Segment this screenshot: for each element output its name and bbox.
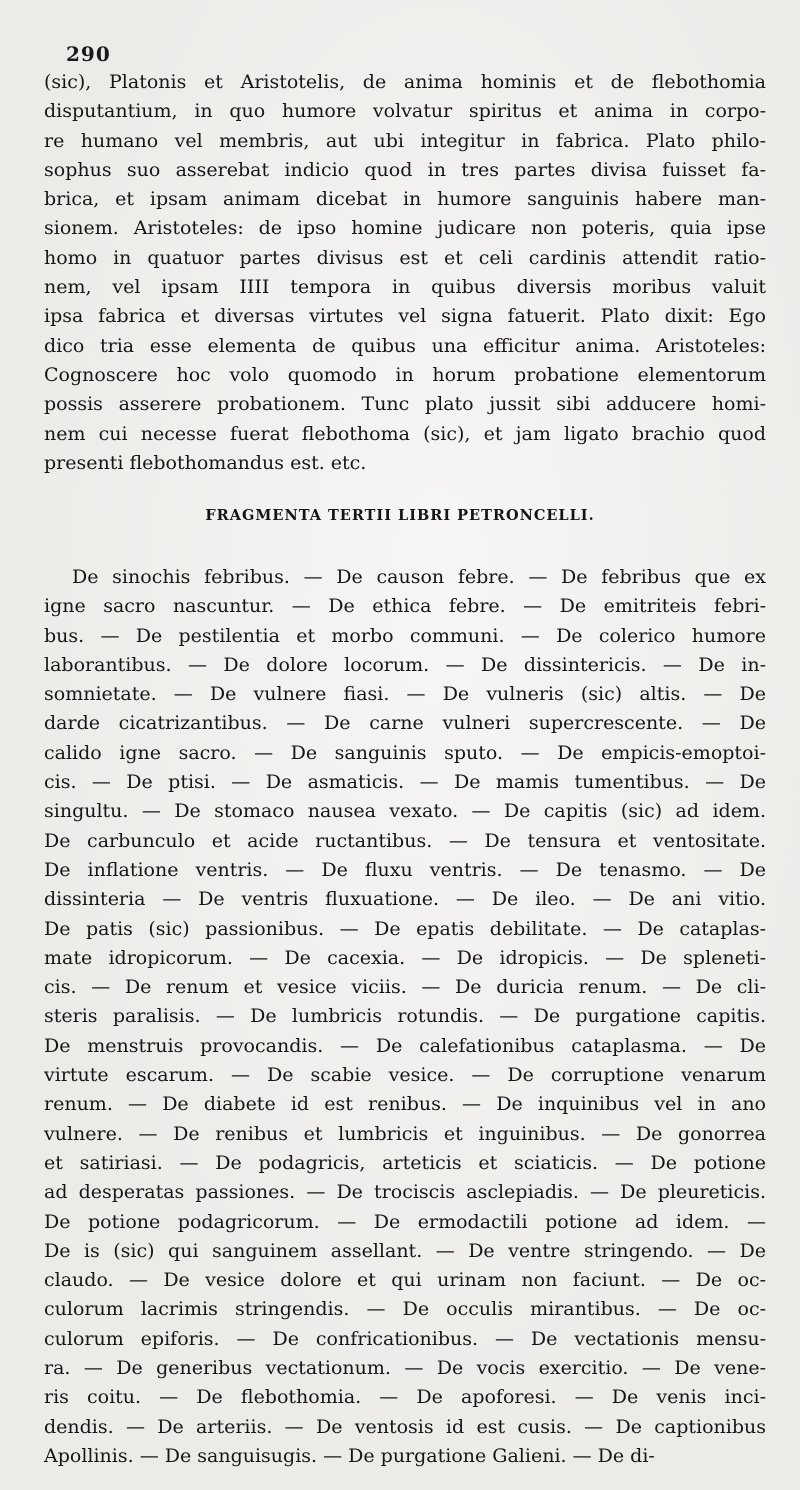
text-line: brica, et ipsam animam dicebat in humore sanguinis habere man- xyxy=(44,188,766,211)
text-line: De inflatione ventris. — De fluxu ventris. — De tenasmo. — De xyxy=(44,858,766,881)
text-line: De potione podagricorum. — De ermodactili potione ad idem. — xyxy=(44,1210,766,1233)
text-line: Cognoscere hoc volo quomodo in horum probatione elementorum xyxy=(44,363,766,386)
page-number: 290 xyxy=(66,42,111,66)
text-line: ipsa fabrica et diversas virtutes vel signa fatuerit. Plato dixit: Ego xyxy=(44,305,766,328)
text-line: De carbunculo et acide ructantibus. — De tensura et ventositate. xyxy=(44,829,766,852)
text-line: culorum epiforis. — De confricationibus. — De vectationis mensu- xyxy=(44,1327,766,1350)
text-line: virtute escarum. — De scabie vesice. — De corruptione venarum xyxy=(44,1064,766,1087)
text-line: presenti flebothomandus est. etc. xyxy=(44,451,367,474)
intro-paragraph xyxy=(44,68,766,478)
text-line: laborantibus. — De dolore locorum. — De dissintericis. — De in- xyxy=(44,653,766,676)
text-line: dissinteria — De ventris fluxuatione. — De ileo. — De ani vitio. xyxy=(44,888,766,911)
text-line: cis. — De renum et vesice viciis. — De duricia renum. — De cli- xyxy=(44,976,766,999)
text-line: darde cicatrizantibus. — De carne vulneri supercrescente. — De xyxy=(44,712,766,735)
text-line: igne sacro nascuntur. — De ethica febre. — De emitriteis febri- xyxy=(44,595,766,618)
text-line: calido igne sacro. — De sanguinis sputo. — De empicis-emoptoi- xyxy=(44,741,766,764)
text-line: sionem. Aristoteles: de ipso homine judicare non poteris, quia ipse xyxy=(44,217,766,240)
text-line: cis. — De ptisi. — De asmaticis. — De mamis tumentibus. — De xyxy=(44,771,766,794)
text-line: dendis. — De arteriis. — De ventosis id est cusis. — De captionibus xyxy=(44,1415,766,1438)
text-line: claudo. — De vesice dolore et qui urinam non faciunt. — De oc- xyxy=(44,1269,766,1292)
text-line: disputantium, in quo humore volvatur spiritus et anima in corpo- xyxy=(44,100,766,123)
text-line: De is (sic) qui sanguinem assellant. — De ventre stringendo. — De xyxy=(44,1239,766,1262)
text-line: ris coitu. — De flebothomia. — De apoforesi. — De venis inci- xyxy=(44,1386,766,1409)
text-line: Apollinis. — De sanguisugis. — De purgatione Galieni. — De di- xyxy=(44,1444,655,1467)
section-heading: FRAGMENTA TERTII LIBRI PETRONCELLI. xyxy=(205,507,595,524)
text-line: dico tria esse elementa de quibus una efficitur anima. Aristoteles: xyxy=(44,334,766,357)
text-line: De menstruis provocandis. — De calefationibus cataplasma. — De xyxy=(44,1034,766,1057)
text-line: (sic), Platonis et Aristotelis, de anima hominis et de flebothomia xyxy=(44,71,766,93)
text-line: sophus suo asserebat indicio quod in tres partes divisa fuisset fa- xyxy=(44,158,766,181)
text-line: vulnere. — De renibus et lumbricis et inguinibus. — De gonorrea xyxy=(44,1122,766,1145)
text-line: re humano vel membris, aut ubi integitur in fabrica. Plato philo- xyxy=(44,129,766,152)
text-line: nem, vel ipsam IIII tempora in quibus diversis moribus valuit xyxy=(44,276,766,299)
text-line: culorum lacrimis stringendis. — De occulis mirantibus. — De oc- xyxy=(44,1298,766,1321)
text-line: et satiriasi. — De podagricis, arteticis et sciaticis. — De potione xyxy=(44,1151,766,1174)
text-line: homo in quatuor partes divisus est et celi cardinis attendit ratio- xyxy=(44,246,766,269)
fragment-list-paragraph xyxy=(44,563,766,1471)
text-line: De sinochis febribus. — De causon febre. — De febribus que ex xyxy=(72,566,766,588)
text-line: De patis (sic) passionibus. — De epatis debilitate. — De cataplas- xyxy=(44,917,766,940)
text-line: ra. — De generibus vectationum. — De vocis exercitio. — De vene- xyxy=(44,1357,766,1380)
text-line: renum. — De diabete id est renibus. — De inquinibus vel in ano xyxy=(44,1093,766,1116)
text-line: ad desperatas passiones. — De trociscis asclepiadis. — De pleureticis. xyxy=(44,1181,766,1204)
text-line: mate idropicorum. — De cacexia. — De idropicis. — De spleneti- xyxy=(44,946,766,969)
text-line: somnietate. — De vulnere fiasi. — De vulneris (sic) altis. — De xyxy=(44,683,766,706)
text-line: possis asserere probationem. Tunc plato jussit sibi adducere homi- xyxy=(44,393,766,416)
text-line: steris paralisis. — De lumbricis rotundis. — De purgatione capitis. xyxy=(44,1005,766,1028)
text-line: bus. — De pestilentia et morbo communi. — De colerico humore xyxy=(44,624,766,647)
text-line: singultu. — De stomaco nausea vexato. — De capitis (sic) ad idem. xyxy=(44,800,766,823)
text-line: nem cui necesse fuerat flebothoma (sic), et jam ligato brachio quod xyxy=(44,422,766,445)
